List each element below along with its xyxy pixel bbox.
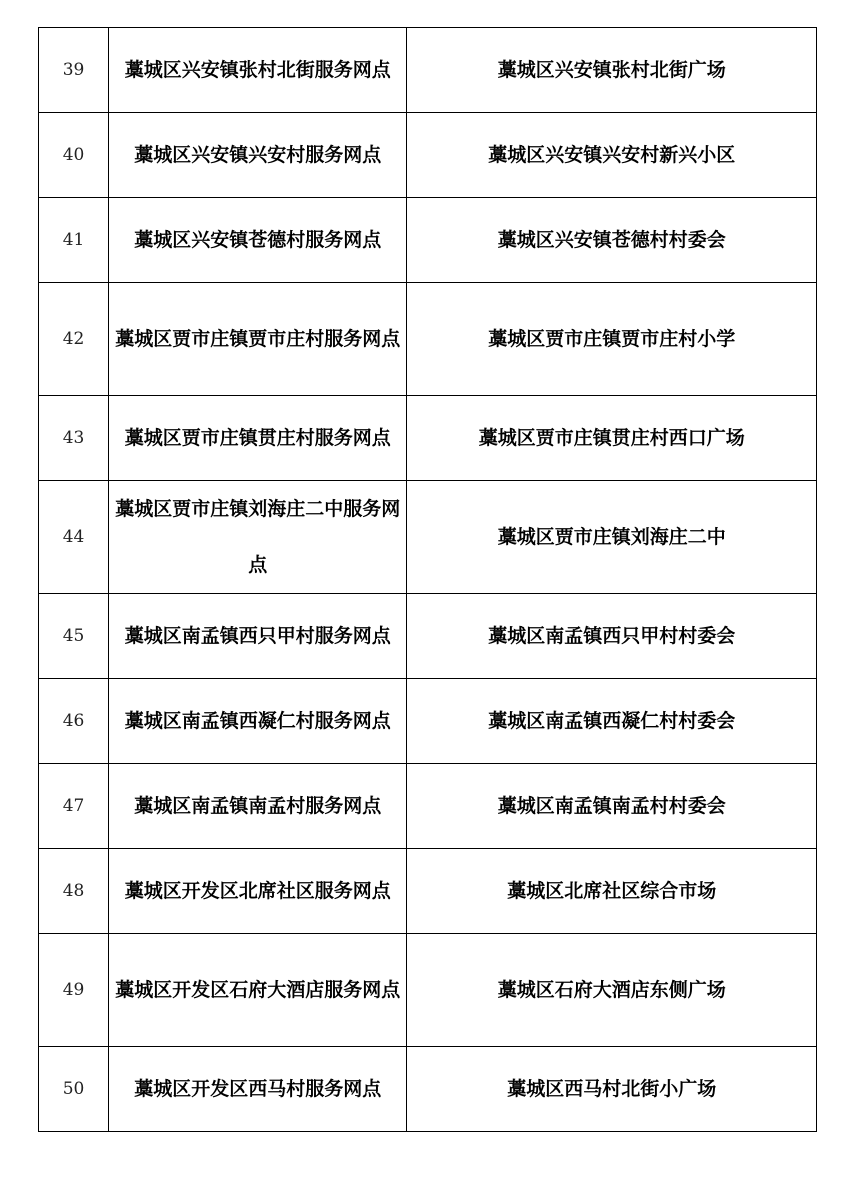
- row-number: 43: [39, 396, 109, 481]
- row-number: 46: [39, 679, 109, 764]
- table-row: [39, 481, 817, 594]
- table-row: [39, 283, 817, 396]
- service-point-address: 藁城区南孟镇西凝仁村村委会: [407, 679, 817, 764]
- service-point-address: 藁城区兴安镇张村北街广场: [407, 28, 817, 113]
- service-point-name: 藁城区南孟镇西只甲村服务网点: [109, 594, 407, 679]
- table-row: [39, 198, 817, 283]
- service-point-name: 藁城区兴安镇苍德村服务网点: [109, 198, 407, 283]
- row-number: 45: [39, 594, 109, 679]
- service-point-address: 藁城区南孟镇南孟村村委会: [407, 764, 817, 849]
- service-point-address: 藁城区兴安镇苍德村村委会: [407, 198, 817, 283]
- row-number: 50: [39, 1047, 109, 1132]
- table-row: [39, 764, 817, 849]
- table-row: [39, 396, 817, 481]
- service-point-address: 藁城区北席社区综合市场: [407, 849, 817, 934]
- service-point-address: 藁城区南孟镇西只甲村村委会: [407, 594, 817, 679]
- row-number: 39: [39, 28, 109, 113]
- service-point-address: 藁城区贾市庄镇刘海庄二中: [407, 481, 817, 594]
- service-point-name: 藁城区贾市庄镇贯庄村服务网点: [109, 396, 407, 481]
- service-points-table: [38, 27, 817, 1132]
- service-point-address: 藁城区贾市庄镇贯庄村西口广场: [407, 396, 817, 481]
- service-point-name: 藁城区贾市庄镇贾市庄村服务网点: [109, 283, 407, 396]
- service-point-name: 藁城区贾市庄镇刘海庄二中服务网点: [109, 481, 407, 594]
- service-point-name: 藁城区兴安镇兴安村服务网点: [109, 113, 407, 198]
- row-number: 42: [39, 283, 109, 396]
- row-number: 40: [39, 113, 109, 198]
- row-number: 44: [39, 481, 109, 594]
- table-row: [39, 1047, 817, 1132]
- service-point-address: 藁城区贾市庄镇贾市庄村小学: [407, 283, 817, 396]
- table-row: [39, 28, 817, 113]
- row-number: 47: [39, 764, 109, 849]
- service-point-name: 藁城区开发区石府大酒店服务网点: [109, 934, 407, 1047]
- table-row: [39, 849, 817, 934]
- table-row: [39, 934, 817, 1047]
- row-number: 41: [39, 198, 109, 283]
- service-point-address: 藁城区石府大酒店东侧广场: [407, 934, 817, 1047]
- service-point-name: 藁城区开发区西马村服务网点: [109, 1047, 407, 1132]
- service-point-address: 藁城区兴安镇兴安村新兴小区: [407, 113, 817, 198]
- table-row: [39, 679, 817, 764]
- row-number: 48: [39, 849, 109, 934]
- service-point-address: 藁城区西马村北街小广场: [407, 1047, 817, 1132]
- service-point-name: 藁城区南孟镇西凝仁村服务网点: [109, 679, 407, 764]
- table-row: [39, 594, 817, 679]
- table-row: [39, 113, 817, 198]
- row-number: 49: [39, 934, 109, 1047]
- service-point-name: 藁城区兴安镇张村北街服务网点: [109, 28, 407, 113]
- service-point-name: 藁城区开发区北席社区服务网点: [109, 849, 407, 934]
- service-point-name: 藁城区南孟镇南孟村服务网点: [109, 764, 407, 849]
